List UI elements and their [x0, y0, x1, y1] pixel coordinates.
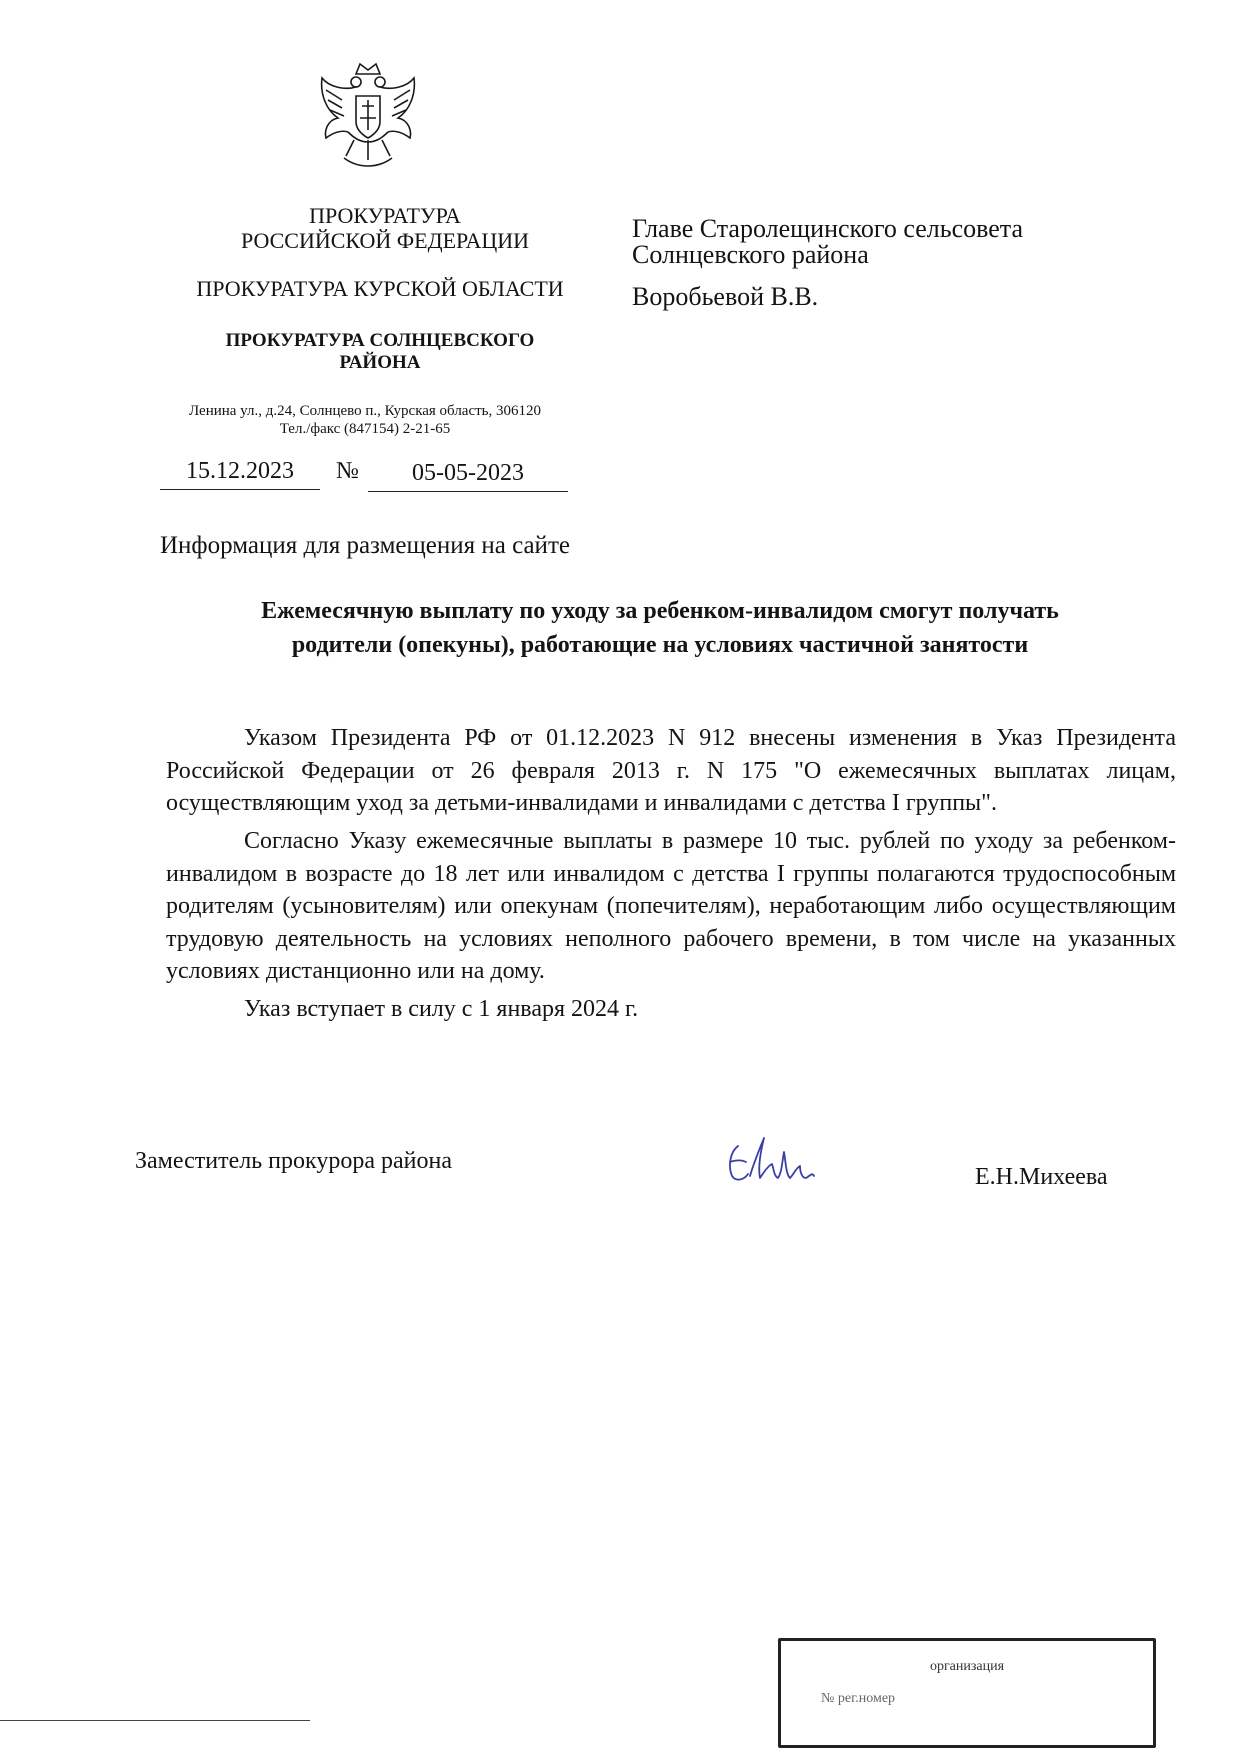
signatory-name: Е.Н.Михеева: [975, 1164, 1108, 1190]
document-body: [166, 722, 1176, 1031]
document-number: 05-05-2023: [368, 460, 568, 492]
recipient-line-1: Главе Старолещинского сельсовета: [632, 214, 1024, 243]
document-date: 15.12.2023: [160, 458, 320, 490]
office-address: Ленина ул., д.24, Солнцево п., Курская область, 306120: [188, 403, 542, 419]
intro-line: Информация для размещения на сайте: [160, 532, 570, 559]
district-office-line-2: РАЙОНА: [339, 351, 421, 373]
document-date-number: [160, 458, 580, 494]
stamp-organization: организация: [929, 1659, 1005, 1674]
handwritten-signature: [720, 1132, 840, 1192]
body-paragraph-2: Согласно Указу ежемесячные выплаты в размере 10 тыс. рублей по уходу за ребенком-инвалидом в возрасте до 18 лет или инвалидом с детства I группы полагаются трудоспособным родителям (усыновителям) или опекунам (попечителям), неработающим либо осуществляющим трудовую деятельность на условиях неполного рабочего времени, в том числе на указанных условиях дистанционно или на дому.: [166, 827, 1176, 985]
office-contacts: [150, 402, 580, 438]
stamp-registration-number: № рег.номер: [821, 1691, 896, 1706]
heading-line-1: Ежемесячную выплату по уходу за ребенком-инвалидом смогут получать: [261, 598, 1059, 624]
district-office: [180, 330, 580, 374]
body-paragraph-1: Указом Президента РФ от 01.12.2023 N 912 внесены изменения в Указ Президента Российской Федерации от 26 февраля 2013 г. N 175 "О ежемесячных выплатах лицам, осуществляющим уход за детьми-инвалидами и инвалидами с детства I группы".: [166, 725, 1176, 817]
coat-of-arms-icon: [316, 60, 420, 172]
heading-line-2: родители (опекуны), работающие на условиях частичной занятости: [291, 632, 1029, 659]
body-paragraph-3: Указ вступает в силу с 1 января 2024 г.: [244, 996, 639, 1022]
regional-office: ПРОКУРАТУРА КУРСКОЙ ОБЛАСТИ: [196, 276, 564, 301]
document-heading: [150, 594, 1170, 662]
org-line-1: ПРОКУРАТУРА: [309, 203, 461, 228]
recipient-name: Воробьевой В.В.: [632, 282, 819, 311]
registration-stamp: [778, 1638, 1156, 1748]
org-line-2: РОССИЙСКОЙ ФЕДЕРАЦИИ: [240, 228, 530, 254]
signatory-title: Заместитель прокурора района: [135, 1148, 452, 1174]
office-phone: Тел./факс (847154) 2-21-65: [279, 421, 451, 437]
district-office-line-1: ПРОКУРАТУРА СОЛНЦЕВСКОГО: [225, 330, 535, 351]
recipient-line-2: Солнцевского района: [632, 240, 869, 269]
organization-name: [190, 203, 580, 254]
number-sign: №: [336, 458, 359, 484]
recipient-block: [632, 216, 1172, 310]
footer-divider: [0, 1720, 310, 1721]
